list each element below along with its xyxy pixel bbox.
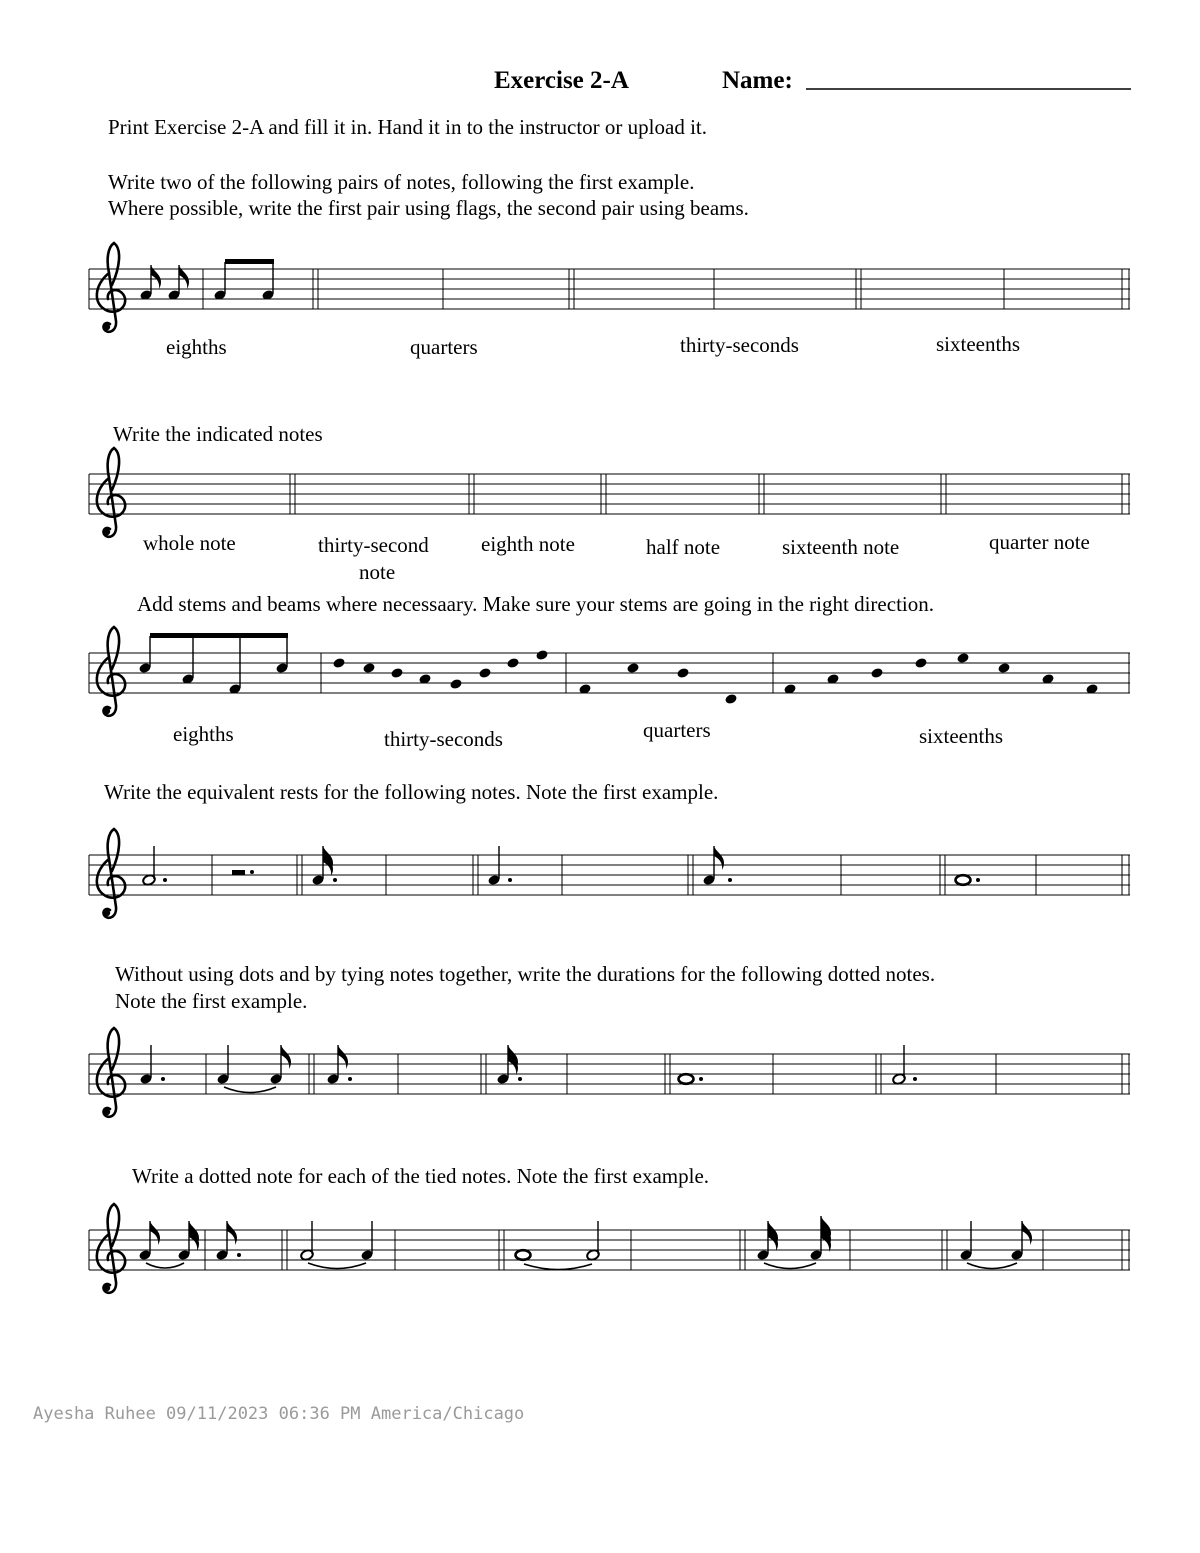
s2-label-whole: whole note xyxy=(143,531,236,555)
s2-label-sixteenth: sixteenth note xyxy=(782,535,900,559)
staff-6 xyxy=(89,1204,1130,1293)
print-instruction: Print Exercise 2-A and fill it in. Hand it in to the instructor or upload it. xyxy=(108,115,707,139)
s4-heading: Write the equivalent rests for the following notes. Note the first example. xyxy=(104,780,719,804)
pairs-instruction-line2: Where possible, write the first pair using flags, the second pair using beams. xyxy=(108,196,749,220)
s6-heading: Write a dotted note for each of the tied notes. Note the first example. xyxy=(132,1164,710,1188)
s2-label-quarter: quarter note xyxy=(989,530,1090,554)
s2-label-thirty-second: thirty-second xyxy=(318,533,429,557)
staff-4 xyxy=(89,829,1130,918)
s3-label-thirty-seconds: thirty-seconds xyxy=(384,727,503,751)
staff-5 xyxy=(89,1028,1130,1117)
staff-3 xyxy=(89,627,1130,716)
s5-heading-line2: Note the first example. xyxy=(115,989,308,1013)
s1-label-eighths: eighths xyxy=(166,335,227,359)
staff-1 xyxy=(89,243,1130,332)
s1-label-thirty-seconds: thirty-seconds xyxy=(680,333,799,357)
s1-label-sixteenths: sixteenths xyxy=(936,332,1020,356)
s2-label-note: note xyxy=(359,560,396,584)
s3-label-sixteenths: sixteenths xyxy=(919,724,1003,748)
exercise-title: Exercise 2-A xyxy=(494,67,629,94)
s5-heading-line1: Without using dots and by tying notes together, write the durations for the following dotted notes. xyxy=(115,962,936,986)
pairs-instruction-line1: Write two of the following pairs of notes, following the first example. xyxy=(108,170,695,194)
s3-label-eighths: eighths xyxy=(173,722,234,746)
s3-label-quarters: quarters xyxy=(643,718,711,742)
s1-label-quarters: quarters xyxy=(410,335,478,359)
s2-label-half: half note xyxy=(646,535,721,559)
name-label: Name: xyxy=(722,67,793,94)
staff-2 xyxy=(89,448,1130,537)
s2-label-eighth: eighth note xyxy=(481,532,575,556)
user-timestamp-stamp: Ayesha Ruhee 09/11/2023 06:36 PM America/Chicago xyxy=(33,1404,525,1424)
s2-heading: Write the indicated notes xyxy=(113,422,323,446)
s3-heading: Add stems and beams where necessaary. Make sure your stems are going in the right direction. xyxy=(137,592,934,616)
